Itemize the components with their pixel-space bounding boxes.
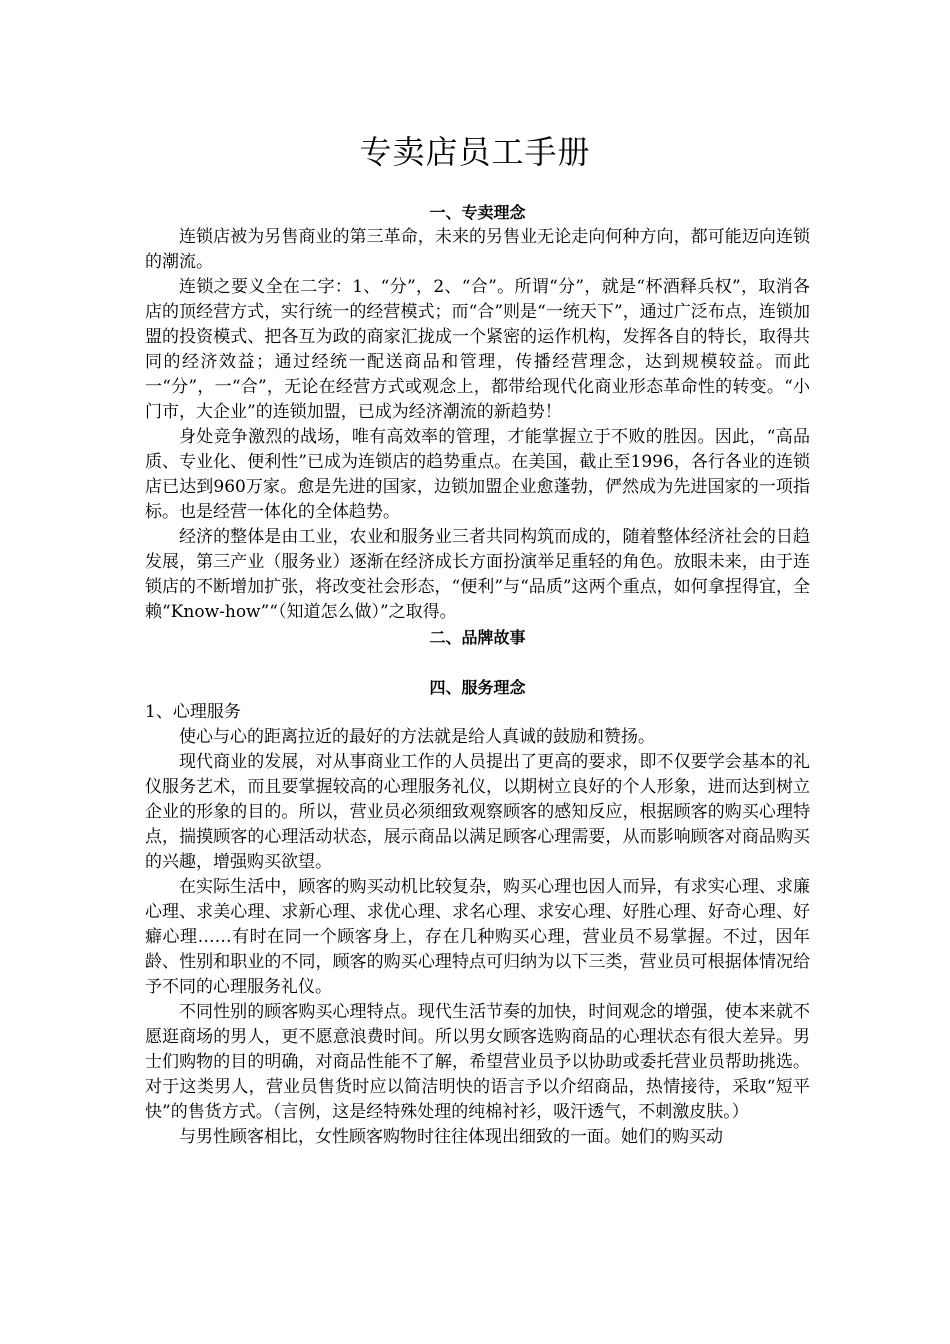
section-heading-brand-story: 二、品牌故事	[429, 628, 526, 647]
service-subheading: 1、心理服务	[145, 702, 241, 722]
service-paragraph-3: 在实际生活中，顾客的购买动机比较复杂，购买心理也因人而异，有求实心理、求廉心理、求美心理、求新心理、求优心理、求名心理、求安心理、好胜心理、好奇心理、好癖心理……有时在同一个顾客身上，存在几种购买心理，营业员不易掌握。不过，因年龄、性别和职业的不同，顾客的购买心理特点可归纳为以下三类，营业员可根据体情况给予不同的心理服务礼仪。	[145, 877, 810, 997]
section-heading-concept: 一、专卖理念	[429, 203, 526, 222]
concept-paragraph-3: 身处竞争激烈的战场，唯有高效率的管理，才能掌握立于不败的胜因。因此，“高品质、专业化、便利性”已成为连锁店的趋势重点。在美国，截止至1996，各行各业的连锁店已达到960万家。愈是先进的国家，边锁加盟企业愈蓬勃，俨然成为先进国家的一项指标。也是经营一体化的全体趋势。	[145, 427, 810, 522]
document-title: 专卖店员工手册	[359, 133, 591, 171]
concept-paragraph-2: 连锁之要义全在二字：1、“分”，2、“合”。所谓“分”，就是“杯酒释兵权”，取消各店的顶经营方式，实行统一的经营模式；而“合”则是“一统天下”，通过广泛布点，连锁加盟的投资模式、把各互为政的商家汇拢成一个紧密的运作机构，发挥各自的特长，取得共同的经济效益；通过经统一配送商品和管理，传播经营理念，达到规模较益。而此一“分”，一“合”，无论在经营方式或观念上，都带给现代化商业形态革命性的转变。“小门市，大企业”的连锁加盟，已成为经济潮流的新趋势！	[145, 277, 810, 422]
service-paragraph-2: 现代商业的发展，对从事商业工作的人员提出了更高的要求，即不仅要学会基本的礼仪服务艺术，而且要掌握较高的心理服务礼仪，以期树立良好的个人形象，进而达到树立企业的形象的目的。所以，营业员必须细致观察顾客的感知反应，根据顾客的购买心理特点，揣摸顾客的心理活动状态，展示商品以满足顾客心理需要，从而影响顾客对商品购买的兴趣，增强购买欲望。	[145, 752, 810, 872]
service-paragraph-5: 与男性顾客相比，女性顾客购物时往往体现出细致的一面。她们的购买动	[179, 1127, 723, 1147]
service-paragraph-4: 不同性别的顾客购买心理特点。现代生活节奏的加快，时间观念的增强，使本来就不愿逛商场的男人，更不愿意浪费时间。所以男女顾客选购商品的心理状态有很大差异。男士们购物的目的明确，对商品性能不了解，希望营业员予以协助或委托营业员帮助挑选。对于这类男人，营业员售货时应以简洁明快的语言予以介绍商品，热情接待，采取“短平快”的售货方式。（言例，这是经特殊处理的纯棉衬衫，吸汗透气，不刺激皮肤。）	[145, 1002, 810, 1122]
service-paragraph-1: 使心与心的距离拉近的最好的方法就是给人真诚的鼓励和赞扬。	[179, 727, 655, 747]
section-heading-service: 四、服务理念	[429, 678, 526, 697]
document-body	[145, 200, 810, 1150]
concept-paragraph-4: 经济的整体是由工业，农业和服务业三者共同构筑而成的，随着整体经济社会的日趋发展，第三产业（服务业）逐渐在经济成长方面扮演举足重轻的角色。放眼未来，由于连锁店的不断增加扩张，将改变社会形态，“便利”与“品质”这两个重点，如何拿捏得宜，全赖“Know-how”“（知道怎么做）”之取得。	[145, 527, 810, 622]
concept-paragraph-1: 连锁店被为另售商业的第三革命，未来的另售业无论走向何种方向，都可能迈向连锁的潮流。	[145, 227, 810, 272]
section-spacer	[145, 650, 810, 675]
